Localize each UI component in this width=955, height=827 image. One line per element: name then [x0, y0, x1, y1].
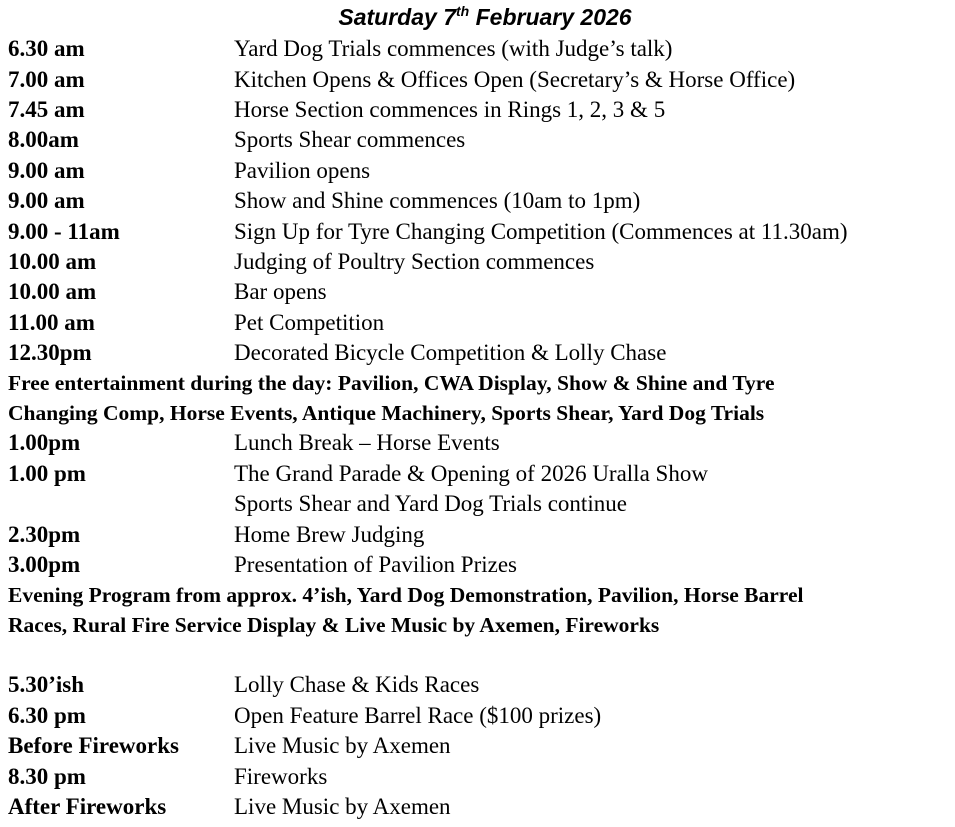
- schedule-row: [8, 34, 953, 64]
- schedule-time: 7.00 am: [8, 66, 85, 92]
- schedule-row: [8, 761, 953, 791]
- schedule-time: 1.00 pm: [8, 460, 86, 486]
- schedule-time: 8.30 pm: [8, 763, 86, 789]
- schedule-event: Judging of Poultry Section commences: [234, 248, 595, 274]
- schedule-time: 3.00pm: [8, 552, 81, 578]
- schedule-event: Decorated Bicycle Competition & Lolly Chase: [234, 340, 667, 366]
- schedule-event: Fireworks: [234, 763, 328, 789]
- schedule-time: 6.30 pm: [8, 702, 86, 728]
- spacer: [8, 640, 953, 670]
- schedule-event: Sign Up for Tyre Changing Competition (Commences at 11.30am): [234, 218, 848, 244]
- schedule-event: Pet Competition: [234, 309, 385, 335]
- schedule-row: [8, 731, 953, 761]
- schedule-row: [8, 792, 953, 822]
- schedule-row: [8, 125, 953, 155]
- schedule-row: [8, 64, 953, 94]
- schedule-time: 7.45 am: [8, 96, 85, 122]
- schedule-event: Live Music by Axemen: [234, 794, 451, 819]
- schedule-row: [8, 156, 953, 186]
- schedule-event: Yard Dog Trials commences (with Judge’s talk): [234, 36, 673, 62]
- schedule-event: Live Music by Axemen: [234, 733, 451, 759]
- schedule-time: 1.00pm: [8, 430, 81, 456]
- schedule-row: [8, 428, 953, 458]
- schedule-event: Show and Shine commences (10am to 1pm): [234, 188, 641, 214]
- schedule-event: Sports Shear commences: [234, 127, 466, 153]
- schedule-row: [8, 519, 953, 549]
- schedule-time: 2.30pm: [8, 521, 81, 547]
- schedule-row: [8, 701, 953, 731]
- schedule-time: Before Fireworks: [8, 733, 179, 759]
- schedule-event: Kitchen Opens & Offices Open (Secretary’s & Horse Office): [234, 66, 796, 92]
- schedule-row: [8, 277, 953, 307]
- note-line: Free entertainment during the day: Pavilion, CWA Display, Show & Shine and Tyre: [8, 371, 775, 396]
- schedule-event: Bar opens: [234, 279, 327, 305]
- schedule-event: Open Feature Barrel Race ($100 prizes): [234, 702, 602, 728]
- schedule-time: After Fireworks: [8, 794, 167, 819]
- note-line: Changing Comp, Horse Events, Antique Machinery, Sports Shear, Yard Dog Trials: [8, 401, 765, 426]
- schedule-time: 10.00 am: [8, 279, 97, 305]
- schedule-time: 10.00 am: [8, 248, 97, 274]
- note-line: Evening Program from approx. 4’ish, Yard Dog Demonstration, Pavilion, Horse Barrel: [8, 583, 804, 608]
- schedule-row: [8, 186, 953, 216]
- schedule-row: [8, 489, 953, 519]
- schedule-time: 6.30 am: [8, 36, 85, 62]
- evening-program-note: [8, 580, 953, 640]
- free-entertainment-note: [8, 368, 953, 428]
- schedule-group-evening: [8, 670, 953, 822]
- schedule-event: Lolly Chase & Kids Races: [234, 672, 480, 698]
- title-prefix: Saturday 7: [338, 4, 456, 30]
- schedule-event: Home Brew Judging: [234, 521, 425, 547]
- schedule-row: [8, 459, 953, 489]
- schedule-time: 9.00 - 11am: [8, 218, 120, 244]
- schedule-time: 12.30pm: [8, 340, 92, 366]
- schedule-time: 8.00am: [8, 127, 79, 153]
- schedule-event: Presentation of Pavilion Prizes: [234, 552, 517, 578]
- schedule-event: Horse Section commences in Rings 1, 2, 3 & 5: [234, 96, 666, 122]
- schedule-row: [8, 308, 953, 338]
- schedule-time: 11.00 am: [8, 309, 95, 335]
- title-suffix: February 2026: [469, 4, 632, 30]
- schedule-time: 9.00 am: [8, 157, 85, 183]
- schedule-event: The Grand Parade & Opening of 2026 Uralla Show: [234, 460, 708, 486]
- schedule-event: Lunch Break – Horse Events: [234, 430, 500, 456]
- schedule-time: 5.30’ish: [8, 672, 85, 698]
- schedule-event: Sports Shear and Yard Dog Trials continue: [234, 491, 627, 517]
- schedule-row: [8, 247, 953, 277]
- schedule-row: [8, 338, 953, 368]
- schedule-row: [8, 550, 953, 580]
- schedule-row: [8, 216, 953, 246]
- note-line: Races, Rural Fire Service Display & Live Music by Axemen, Fireworks: [8, 613, 660, 638]
- schedule-row: [8, 670, 953, 700]
- schedule-row: [8, 95, 953, 125]
- schedule-group-afternoon: [8, 428, 953, 580]
- title-ordinal: th: [456, 3, 470, 19]
- schedule: [8, 34, 953, 822]
- schedule-group-morning: [8, 34, 953, 368]
- schedule-event: Pavilion opens: [234, 157, 371, 183]
- schedule-time: 9.00 am: [8, 188, 85, 214]
- page-title: [0, 2, 955, 32]
